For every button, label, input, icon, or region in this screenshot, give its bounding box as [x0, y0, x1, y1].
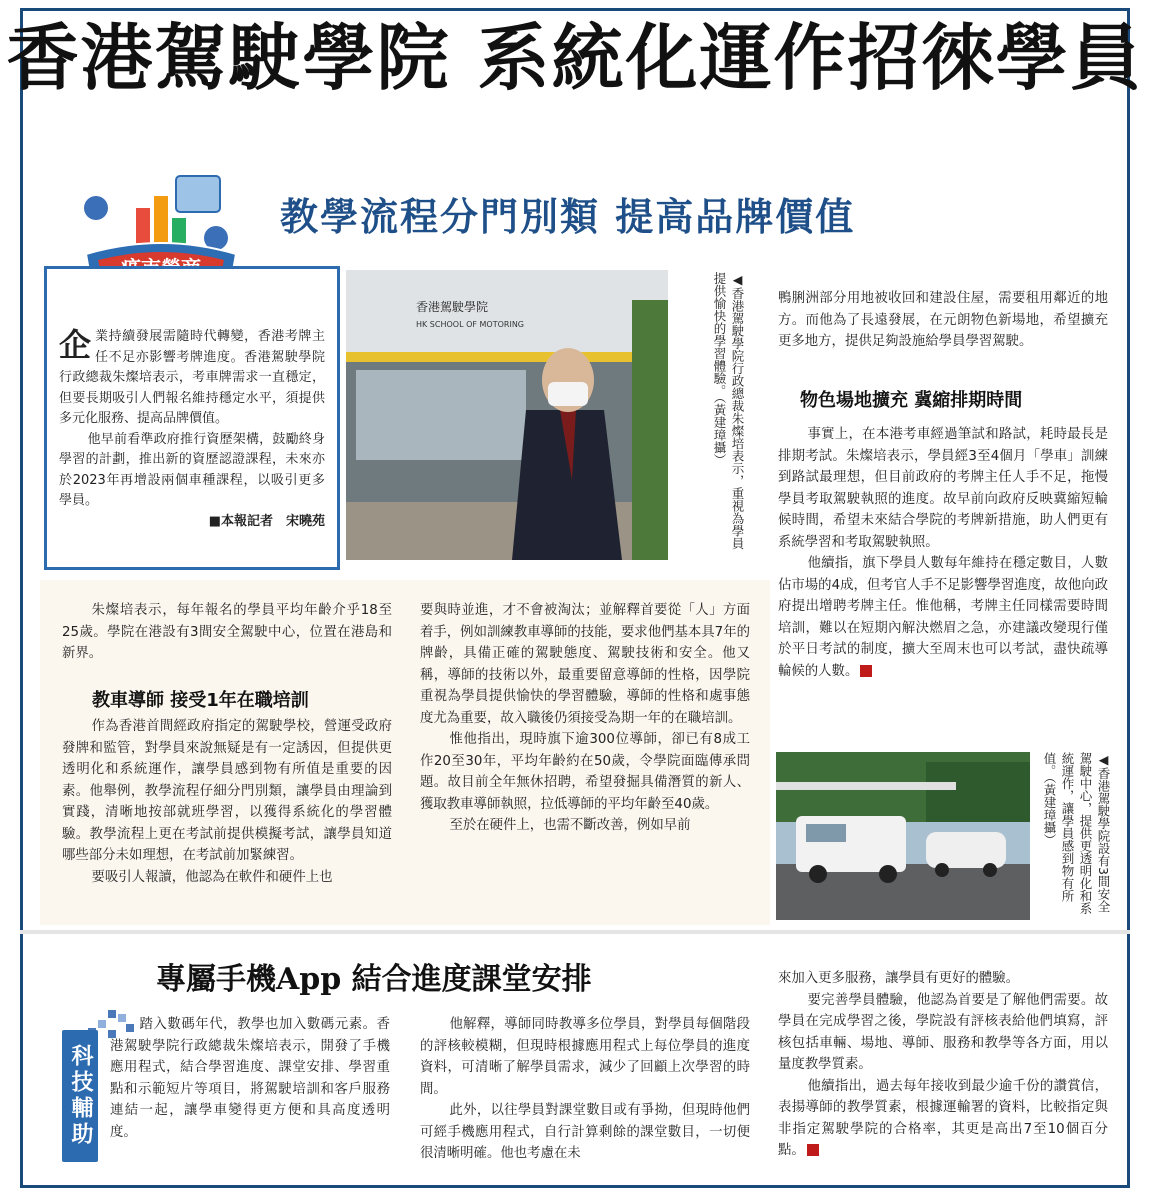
- col2-para-3: 至於在硬件上，也需不斷改善，例如早前: [449, 818, 691, 833]
- right-top-para-2: 事實上，在本港考車經過筆試和路試，耗時最長是排期考試。朱燦培表示，學員經3至4個月「學車」訓練到路試最理想，但目前政府的考牌主任人手不足，拖慢學員考取駕駛執照的進度。故早前向政府反映冀縮短輪候時間，希望未來結合學院的考牌新措施，助人們更有系統學習和考取駕駛執照。: [778, 427, 1108, 550]
- bottom-col-b-1: 他解釋，導師同時教導多位學員，對學員每個階段的評核較模糊，但現時根據應用程式上每位學員的進度資料，可清晰了解學員需求，減少了回顧上次學習的時間。: [420, 1017, 750, 1097]
- end-mark-icon: [860, 665, 872, 677]
- intro-text: [59, 327, 325, 532]
- ceo-photo-image: [346, 270, 668, 560]
- headline: 香港駕駛學院 系統化運作招徠學員: [6, 15, 1144, 100]
- column-2: [420, 600, 750, 837]
- photo-centre: [776, 752, 1030, 920]
- col2-para-1: 要與時並進，才不會被淘汰；並解釋首要從「人」方面着手，例如訓練教車導師的技能，要求他們基本具7年的牌齡，具備正確的駕駛態度、駕駛技術和安全。他又稱，導師的技術以外，最重要留意導師的性格，因學院重視為學員提供愉快的學習體驗，導師的性格和處事態度尤為重要，故入職後仍須接受為期一年的在職培訓。: [420, 603, 750, 726]
- bottom-col-c: [778, 968, 1108, 1162]
- subheadline: 教學流程分門別類 提高品牌價值: [280, 195, 856, 239]
- heading-app: 專屬手機App 結合進度課堂安排: [156, 962, 592, 997]
- heading-instructor: 教車導師 接受1年在職培訓: [92, 690, 309, 711]
- end-mark-icon-2: [807, 1144, 819, 1156]
- photo1-caption: ◀香港駕駛學院行政總裁朱燦培表示，重視為學員提供愉快的學習體驗。（黃建璋攝）: [712, 272, 745, 550]
- dropcap: 企: [59, 326, 92, 364]
- bottom-col-a: [110, 1014, 390, 1143]
- bottom-col-b-2: 此外，以往學員對課堂數目或有爭拗，但現時他們可經手機應用程式，自行計算剩餘的課堂數目，一切便很清晰明確。他也考慮在未: [420, 1103, 750, 1161]
- heading-venue: 物色場地擴充 冀縮排期時間: [800, 390, 1023, 411]
- bottom-col-c-3: 他續指出，過去每年接收到最少逾千份的讚賞信，表揚導師的教學質素，根據運輸署的資料，比較指定與非指定駕駛學院的合格率，其更是高出7至10個百分點。: [778, 1078, 1108, 1158]
- tech-tag-label: 科技輔助: [62, 1030, 98, 1162]
- right-top-para-1: 鴨脷洲部分用地被收回和建設住屋，需要租用鄰近的地方。而他為了長遠發展，在元朗物色新場地，希望擴充更多地方，提供足夠設施給學員學習駕駛。: [778, 291, 1108, 349]
- bottom-col-a-text: 踏入數碼年代，教學也加入數碼元素。香港駕駛學院行政總裁朱燦培表示，開發了手機應用程式，結合學習進度、課堂安排、學習重點和示範短片等項目，將駕駛培訓和客戶服務連結一起，讓學車變得更方便和具高度透明度。: [110, 1017, 390, 1140]
- right-top-para-3: 他續指，旗下學員人數每年維持在穩定數目，人數佔市場的4成，但考官人手不足影響學習進度，故他向政府提出增聘考牌主任。惟他稱，考牌主任同樣需要時間培訓，難以在短期內解決燃眉之急，亦建議改變現行僅於平日考試的制度，擴大至周末也可以考試，盡快疏導輪候的人數。: [778, 556, 1108, 679]
- photo1-sign-en: HK SCHOOL OF MOTORING: [416, 320, 525, 329]
- bottom-col-b: [420, 1014, 750, 1165]
- col1-para-1: 朱燦培表示，每年報名的學員平均年齡介乎18至25歲。學院在港設有3間安全駕駛中心，位置在港島和新界。: [62, 603, 392, 661]
- byline: ■本報記者 宋曉苑: [208, 513, 325, 529]
- photo1-sign-cn: 香港駕駛學院: [416, 300, 489, 314]
- bottom-col-c-2: 要完善學員體驗，他認為首要是了解他們需要。故學員在完成學習之後，學院設有評核表給他們填寫，評核包括車輛、場地、導師、服務和教學等各方面，用以量度教學質素。: [778, 992, 1108, 1072]
- intro-para-1: 業持續發展需隨時代轉變，香港考牌主任不足亦影響考牌進度。香港駕駛學院行政總裁朱燦培表示，考車牌需求一直穩定，但要長期吸引人們報名維持穩定水平，須提供多元化服務、提高品牌價值。: [59, 329, 325, 426]
- section-divider: [20, 930, 1130, 934]
- col2-para-2: 惟他指出，現時旗下逾300位導師，卻已有8成工作20至30年，平均年齡約在50歲，令學院面臨傳承問題。故目前全年無休招聘，希望發掘具備潛質的新人、獲取教車導師執照，拉低導師的平均年齡至40歲。: [420, 732, 750, 812]
- intro-para-2: 他早前看準政府推行資歷架構，鼓勵終身學習的計劃，推出新的資歷認證課程，未來亦於2023年再增設兩個車種課程，以吸引更多學員。: [59, 431, 325, 508]
- column-1-b: [62, 716, 392, 888]
- col1-para-2: 作為香港首間經政府指定的駕駛學校，營運受政府發牌和監管，對學員來說無疑是有一定誘因，但提供更透明化和系統運作，讓學員感到物有所值是重要的因素。他舉例，教學流程仔細分門別類，讓學員由理論到實踐，清晰地按部就班學習，以獲得系統化的學習體驗。教學流程上更在考試前提供模擬考試，讓學員知道哪些部分未如理想，在考試前加緊練習。: [62, 719, 392, 863]
- bottom-col-c-1: 來加入更多服務，讓學員有更好的體驗。: [778, 971, 1020, 986]
- column-1: [62, 600, 392, 665]
- photo-ceo: [346, 270, 668, 560]
- col1-para-3: 要吸引人報讀，他認為在軟件和硬件上也: [91, 869, 333, 885]
- right-top-column-2: [778, 424, 1108, 682]
- right-top-column: [778, 288, 1108, 353]
- photo2-caption: ◀香港駕駛學院設有3間安全駕駛中心，提供更透明化和系統運作，讓學員感到物有所值。（黃建璋攝）: [1042, 752, 1111, 915]
- centre-photo-image: [776, 752, 1030, 920]
- intro-box: [44, 266, 340, 570]
